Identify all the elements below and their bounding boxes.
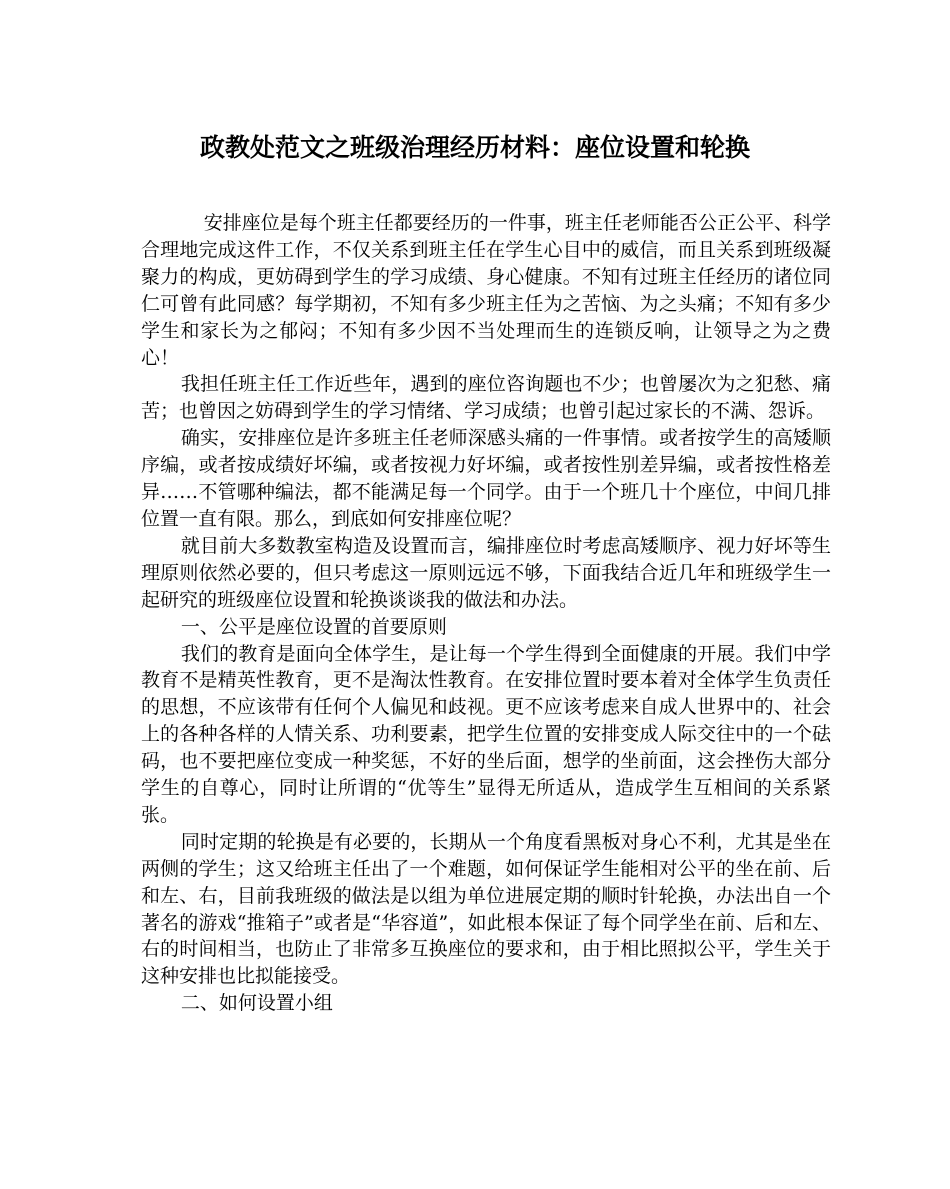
section-heading-fairness: 一、公平是座位设置的首要原则 (180, 615, 447, 638)
paragraph-experience: 我担任班主任工作近些年，遇到的座位咨询题也不少；也曾屡次为之犯愁、痛苦；也曾因之妨碍到学生的学习情绪、学习成绩；也曾引起过家长的不满、怨诉。 (141, 373, 831, 423)
paragraph-approach: 就目前大多数教室构造及设置而言，编排座位时考虑高矮顺序、视力好坏等生理原则依然必要的，但只考虑这一原则远远不够，下面我结合近几年和班级学生一起研究的班级座位设置和轮换谈谈我的做法和办法。 (141, 534, 831, 611)
section-heading-groups: 二、如何设置小组 (180, 992, 333, 1015)
paragraph-fairness: 我们的教育是面向全体学生，是让每一个学生得到全面健康的开展。我们中学教育不是精英性教育，更不是淘汰性教育。在安排位置时要本着对全体学生负责任的思想，不应该带有任何个人偏见和歧视。更不应该考虑来自成人世界中的、社会上的各种各样的人情关系、功利要素，把学生位置的安排变成人际交往中的一个砝码，也不要把座位变成一种奖惩，不好的坐后面，想学的坐前面，这会挫伤大部分学生的自尊心，同时让所谓的“优等生”显得无所适从，造成学生互相间的关系紧张。 (141, 642, 831, 826)
paragraph-difficulty: 确实，安排座位是许多班主任老师深感头痛的一件事情。或者按学生的高矮顺序编，或者按成绩好坏编，或者按视力好坏编，或者按性别差异编，或者按性格差异……不管哪种编法，都不能满足每一个同学。由于一个班几十个座位，中间几排位置一直有限。那么，到底如何安排座位呢？ (141, 427, 831, 530)
document-body (141, 210, 831, 1017)
paragraph-intro: 安排座位是每个班主任都要经历的一件事，班主任老师能否公正公平、科学合理地完成这件工作，不仅关系到班主任在学生心目中的威信，而且关系到班级凝聚力的构成，更妨碍到学生的学习成绩、身心健康。不知有过班主任经历的诸位同仁可曾有此同感？每学期初，不知有多少班主任为之苦恼、为之头痛；不知有多少学生和家长为之郁闷；不知有多少因不当处理而生的连锁反响，让领导之为之费心！ (141, 212, 831, 369)
paragraph-rotation: 同时定期的轮换是有必要的，长期从一个角度看黑板对身心不利，尤其是坐在两侧的学生；这又给班主任出了一个难题，如何保证学生能相对公平的坐在前、后和左、右，目前我班级的做法是以组为单位进展定期的顺时针轮换，办法出自一个著名的游戏“推箱子”或者是“华容道”，如此根本保证了每个同学坐在前、后和左、右的时间相当，也防止了非常多互换座位的要求和，由于相比照拟公平，学生关于这种安排也比拟能接受。 (141, 830, 831, 988)
document-title: 政教处范文之班级治理经历材料：座位设置和轮换 (199, 133, 750, 162)
